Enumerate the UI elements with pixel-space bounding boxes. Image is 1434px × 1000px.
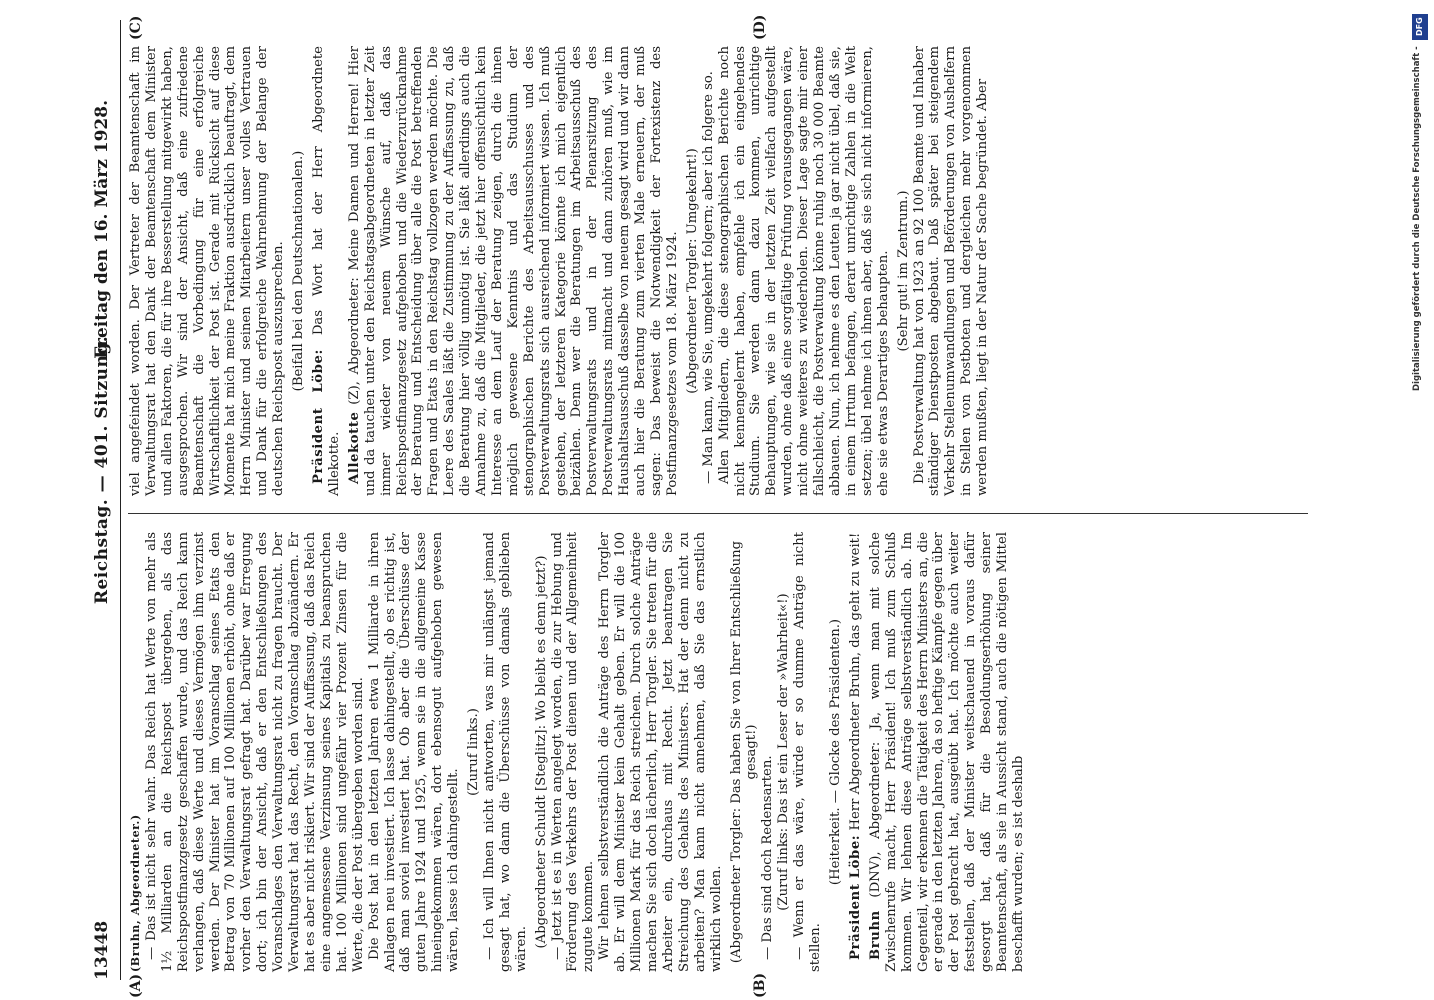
- page-number: 13448: [92, 920, 112, 980]
- page-content: [80, 0, 1320, 1000]
- interjection: (Heiterkeit. — Glocke des Präsidenten.): [827, 618, 843, 886]
- column-right: [128, 46, 1308, 496]
- paragraph-text: Das Wort hat der Herr Abgeordnete Allekotte.: [310, 46, 342, 496]
- dfg-funding-text: Digitalisierung gefördert durch die Deutsche Forschungsgemeinschaft -: [1412, 46, 1422, 391]
- paragraph: — Das sind doch Redensarten.: [760, 755, 776, 960]
- paragraph: — Man kann, wie Sie, umgekehrt folgern; aber ich folgere so.: [700, 71, 716, 484]
- margin-marker-d: (D): [752, 14, 768, 40]
- paragraph: — Das ist nicht sehr wahr. Das Reich hat Werte von mehr als 1½ Milliarden an die Reichspost übergeben, als das Reichspostfinanzgesetz geschaffen wurde, und das Reich kann verlangen, daß diese Werte und dieses Vermögen ihm verzinst werden. Der Minister hat im Voranschlag seines Etats den Betrag von 70 Millionen auf 100 Millionen erhöht, ohne daß er vorher den Verwaltungsrat gefragt hat. Darüber war Erregung dort; ich bin der Ansicht, daß er den Entschließungen des Voranschlages den Verwaltungsrat nicht zu fragen braucht. Der Verwaltungsrat hat das Recht, den Voranschlag abzuändern. Er hat es aber nicht riskiert. Wir sind der Auffassung, daß das Reich eine angemessene Verzinsung seines Kapitals zu beanspruchen hat. 100 Millionen sind ungefähr vier Prozent Zinsen für die Werte, die der Post übergeben worden sind.: [143, 532, 366, 972]
- paragraph: Allen Mitgliedern, die diese stenographischen Berichte noch nicht kennengelernt haben, empfehle ich ein eingehendes Studium. Sie werden dann dazu kommen, unrichtige Behauptungen, wie sie in der letzten Zeit vielfach aufgestellt wurden, ohne daß eine sorgfältige Prüfung vorausgegangen wäre, nicht ohne weiteres zu wiederholen. Dieser Lage sagte mir einer fallschleicht, die Postverwaltung könne ruhig noch 30 000 Beamte abbauen. Nun, ich nehme es den Leuten ja gar nicht übel, daß sie, in einem Irrtum befangen, derart unrichtige Zahlen in die Welt setzen; übel nehme ich ihnen aber, daß sie sich nicht informieren, ehe sie etwas Derartiges behaupten.: [716, 46, 891, 496]
- interjection: (Zuruf links: Das ist ein Leser der »Wahrheit«!): [776, 593, 792, 911]
- speaker-name: Präsident Löbe:: [847, 834, 863, 960]
- margin-marker-b: (B): [752, 972, 768, 998]
- paragraph-text: Herr Abgeordneter Bruhn, das geht zu weit!: [847, 532, 863, 831]
- header-date: Freitag den 16. März 1928.: [92, 100, 112, 359]
- interjection: (Sehr gut! im Zentrum.): [895, 190, 911, 352]
- column-divider: [128, 513, 1308, 514]
- interjection: (Zuruf links.): [466, 708, 482, 796]
- column-left: [128, 532, 1308, 972]
- paragraph: Die Postverwaltung hat von 1923 an 92 100 Beamte und Inhaber ständiger Dienstposten abgebaut. Daß später bei steigendem Verkehr Stellenumwandlungen und Beförderungen von Aushelfern in Stellen von Postboten und dergleichen mehr vorgenommen werden mußten, liegt in der Natur der Sache begründet. Aber: [911, 46, 991, 496]
- speaker-label: (Bruhn, Abgeordneter.): [129, 814, 142, 972]
- speaker-name: Allekotte: [346, 411, 362, 484]
- header-title: Reichstag. — 401. Sitzung.: [92, 335, 112, 605]
- paragraph: — Ich will Ihnen nicht antworten, was mir unlängst jemand gesagt hat, wo dann die Überschüsse von damals geblieben wären.: [481, 532, 529, 972]
- header-rule: [120, 20, 121, 980]
- interjection: (Abgeordneter Torgler: Das haben Sie von Ihrer Entschließung gesagt!): [728, 540, 760, 964]
- speaker-name: Bruhn: [867, 910, 883, 960]
- paragraph: viel angefeindet worden. Der Vertreter der Beamtenschaft im Verwaltungsrat hat den Dank der Beamtenschaft dem Minister und allen Faktoren, die für ihre Besserstellung mitgewirkt haben, ausgesprochen. Wir sind der Ansicht, daß eine zufriedene Beamtenschaft die Vorbedingung für eine erfolgreiche Wirtschaftlichkeit der Post ist. Gerade mit Rücksicht auf diese Momente hat mich meine Fraktion ausdrücklich beauftragt, dem Herrn Minister und seinen Mitarbeitern unser volles Vertrauen und Dank für die erfolgreiche Wahrnehmung der Belange der deutschen Reichspost auszusprechen.: [128, 46, 287, 496]
- dfg-notice: [1410, 4, 1430, 1000]
- paragraph: — Jetzt ist es in Werten angelegt worden, die zur Hebung und Förderung des Verkehrs der Post dienen und der Allgemeinheit zugute kommen.: [549, 532, 597, 972]
- paragraph-text: (Z), Abgeordneter: Meine Damen und Herren! Hier und da tauchen unter den Reichstagsabgeordneten in letzter Zeit immer wieder von neuem Wünsche auf, daß das Reichspostfinanzgesetz aufgehoben und die Wiederzurücknahme der Beratung und Entscheidung über alle die Post betreffenden Fragen und Etats in den Reichstag vollzogen werden möchte. Die Leere des Saales läßt die Zustimmung zu der Auffassung zu, daß die Beratung hier völlig unnötig ist. Sie läßt allerdings auch die Annahme zu, daß die Mitglieder, die jetzt hier offensichtlich kein Interesse an dem Lauf der Beratung zeigen, durch die ihnen möglich gewesene Kenntnis und das Studium der stenographischen Berichte des Arbeitsausschusses und des Postverwaltungsrats sich ausreichend informiert wissen. Ich muß gestehen, der letzteren Kategorie könnte ich mich eigentlich beizählen. Denn wer die Beratungen im Arbeitsausschuß des Postverwaltungsrats und in der Plenarsitzung des Postverwaltungsrats mitmacht und dann zuhören muß, wie im Haushaltsausschuß dasselbe von neuem gesagt wird und wir dann auch hier die Beratung zum vierten Male erneuern, der muß sagen: Das beweist die Notwendigkeit der Fortexistenz des Postfinanzgesetzes vom 18. März 1924.: [346, 46, 680, 496]
- interjection: (Abgeordneter Torgler: Umgekehrt!): [684, 148, 700, 394]
- paragraph: — Wenn er das wäre, würde er so dumme Anträge nicht stellen.: [792, 532, 824, 972]
- paragraph-text: (DNV), Abgeordneter: Ja, wenn man mit solche Zwischenrufe macht, Herr Präsident! Ich muß zum Schluß kommen. Wir lehnen diese Anträge selbstverständlich ab. Im Gegenteil, wir erkennen die Tätigkeit des Herrn Ministers an, die er gerade in den letzten Jahren, da so heftige Kämpfe gegen über der Post gebracht hat, ausgeübt hat. Ich möchte auch weiter feststellen, daß der Minister weitschauend in voraus dafür gesorgt hat, daß für die Besoldungserhöhung seiner Beamtenschaft, als sie in Aussicht stand, auch die nötigen Mittel beschafft wurden; es ist deshalb: [867, 532, 1026, 972]
- paragraph: Die Post hat in den letzten Jahren etwa 1 Milliarde in ihren Anlagen neu investiert. Ich lasse dahingestellt, ob es richtig ist, daß man soviel investiert hat. Ob aber die Überschüsse der guten Jahre 1924 und 1925, wenn sie in die allgemeine Kasse hineingekommen wären, dort ebensogut aufgehoben gewesen wären, lasse ich dahingestellt.: [366, 532, 462, 972]
- dfg-logo: DFG: [1412, 14, 1428, 40]
- margin-marker-a: (A): [128, 973, 144, 998]
- interjection: (Beifall bei den Deutschnationalen.): [291, 150, 307, 392]
- rotated-page: [80, 0, 1320, 1000]
- paragraph: Wir lehnen selbstverständlich die Anträge des Herrn Torgler ab. Er will dem Minister kein Gehalt geben. Er will die 100 Millionen Mark für das Reich streichen. Durch solche Anträge machen Sie sich doch lächerlich, Herr Torgler. Sie treten für die Arbeiter ein, durchaus mit Recht. Jetzt beantragen Sie Streichung des Gehalts des Ministers. Hat der denn nicht zu arbeiten? Man kann nicht annehmen, daß Sie das ernstlich wirklich wollen.: [597, 532, 724, 972]
- page-header: [92, 20, 120, 980]
- interjection: (Abgeordneter Schuldt [Steglitz]: Wo bleibt es denn jetzt?): [533, 555, 549, 949]
- speaker-name: Präsident Löbe:: [310, 349, 326, 484]
- margin-marker-c: (C): [128, 15, 144, 40]
